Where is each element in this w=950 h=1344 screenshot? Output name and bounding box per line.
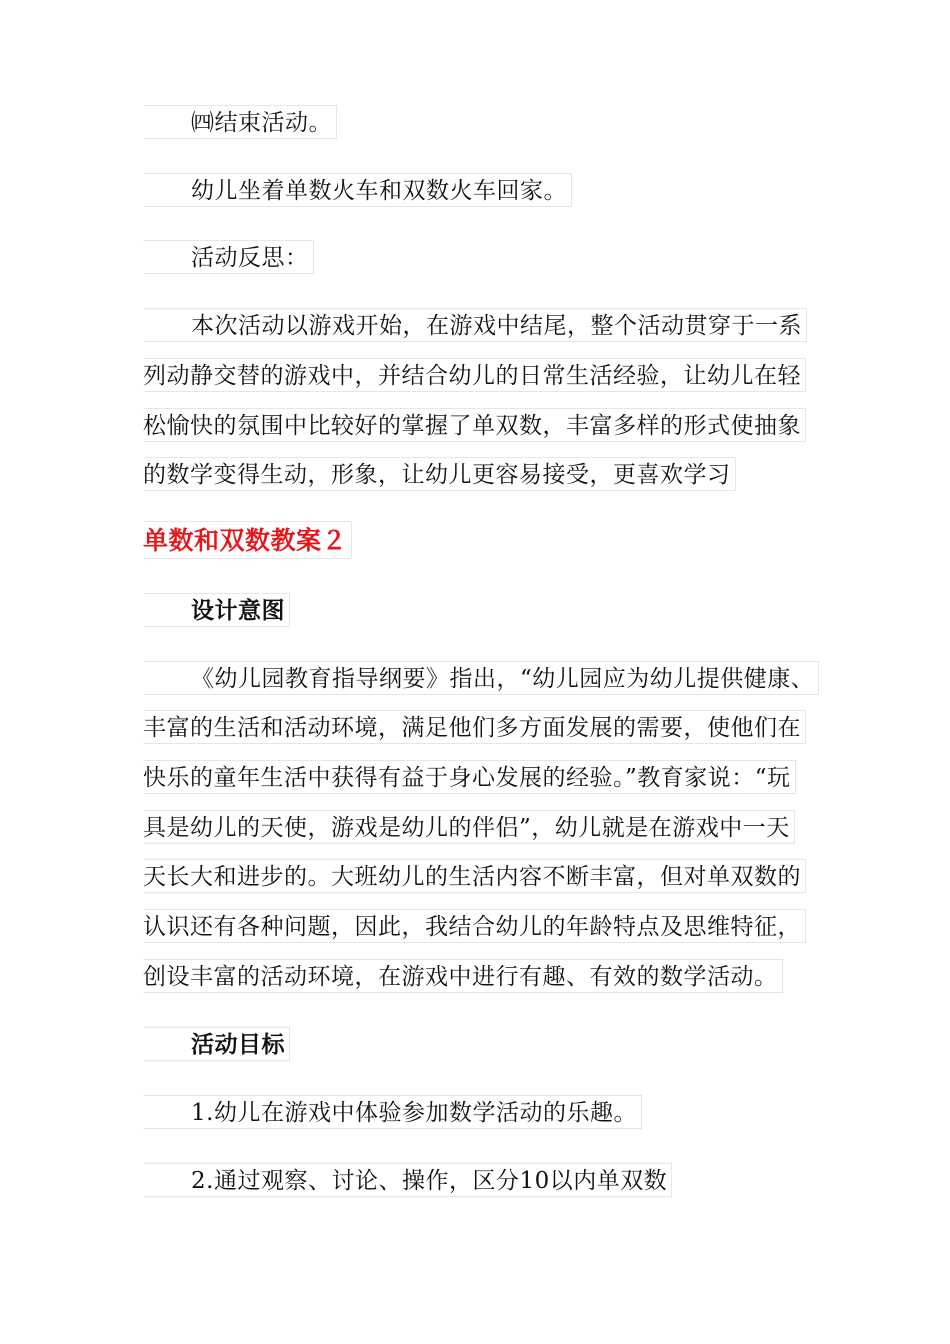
design-intent-paragraph-line: 创设丰富的活动环境，在游戏中进行有趣、有效的数学活动。 [143, 959, 783, 993]
design-intent-paragraph-line: 丰富的生活和活动环境，满足他们多方面发展的需要，使他们在 [143, 710, 806, 744]
design-intent-paragraph-line: 天长大和进步的。大班幼儿的生活内容不断丰富，但对单双数的 [143, 859, 806, 893]
design-intent-heading: 设计意图 [143, 593, 290, 627]
design-intent-paragraph-line: 具是幼儿的天使，游戏是幼儿的伴侣”，幼儿就是在游戏中一天 [143, 810, 795, 844]
reflection-paragraph-line: 的数学变得生动，形象，让幼儿更容易接受，更喜欢学习 [143, 457, 736, 491]
activity-end-step: ㈣结束活动。 [143, 105, 337, 139]
section-heading: 单数和双数教案２ [143, 521, 352, 559]
activity-goal-item: 1.幼儿在游戏中体验参加数学活动的乐趣。 [143, 1095, 642, 1129]
reflection-label: 活动反思： [143, 240, 314, 274]
design-intent-paragraph-line: 认识还有各种问题，因此，我结合幼儿的年龄特点及思维特征， [143, 909, 806, 943]
reflection-paragraph-line: 本次活动以游戏开始，在游戏中结尾，整个活动贯穿于一系 [143, 308, 807, 342]
design-intent-paragraph-line: 快乐的童年生活中获得有益于身心发展的经验。”教育家说：“玩 [143, 760, 796, 794]
activity-goals-heading: 活动目标 [143, 1027, 290, 1061]
design-intent-paragraph-line: 《幼儿园教育指导纲要》指出，“幼儿园应为幼儿提供健康、 [143, 661, 819, 695]
activity-end-description: 幼儿坐着单数火车和双数火车回家。 [143, 173, 572, 207]
activity-goal-item: 2.通过观察、讨论、操作，区分10以内单双数 [143, 1163, 672, 1197]
reflection-paragraph-line: 列动静交替的游戏中，并结合幼儿的日常生活经验，让幼儿在轻 [143, 358, 806, 392]
reflection-paragraph-line: 松愉快的氛围中比较好的掌握了单双数，丰富多样的形式使抽象 [143, 408, 806, 442]
